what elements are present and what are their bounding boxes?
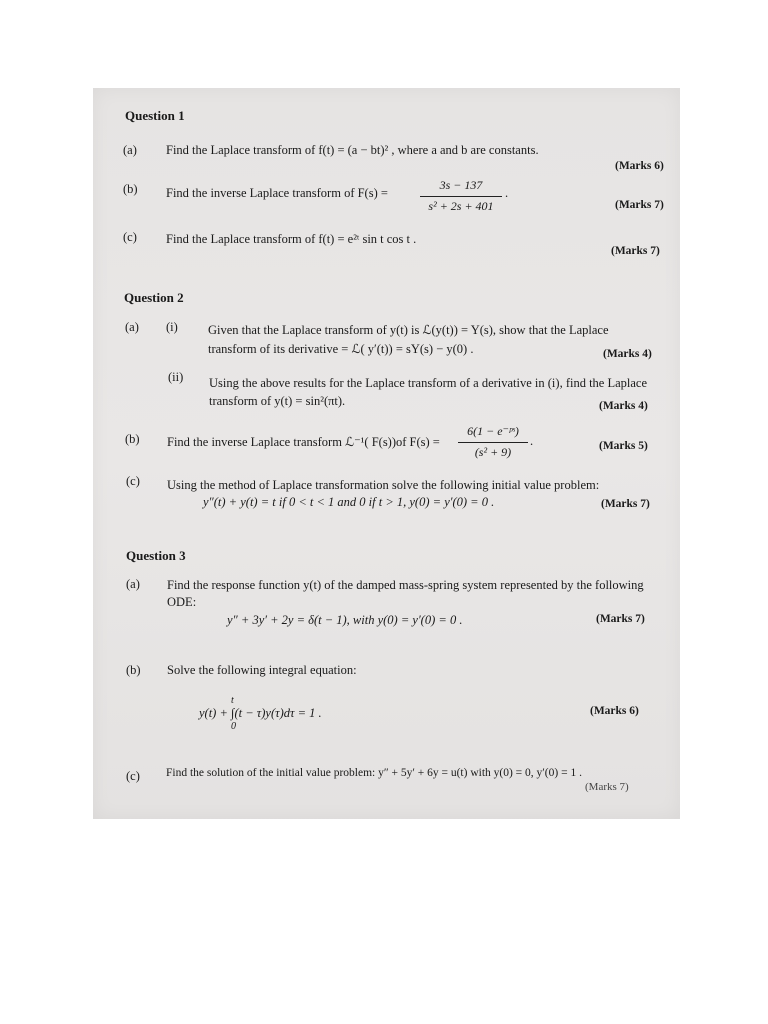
q1-b-text: Find the inverse Laplace transform of F(s) =: [166, 186, 388, 200]
q2-b-fraction: [458, 424, 528, 464]
q1-b-fraction: [420, 178, 502, 218]
q2-ai-marks: (Marks 4): [603, 348, 652, 360]
q1-c-label: (c): [123, 230, 137, 244]
q2-c-marks: (Marks 7): [601, 498, 650, 510]
q1-b-fraction-bar: [420, 196, 502, 197]
q1-c-marks: (Marks 7): [611, 245, 660, 257]
q2-b-text: Find the inverse Laplace transform ℒ⁻¹( F(s))of F(s) =: [167, 435, 440, 449]
q3-c-marks: (Marks 7): [585, 781, 629, 793]
q1-a-label: (a): [123, 143, 137, 157]
q3-c-label: (c): [126, 769, 140, 783]
q3-a-marks: (Marks 7): [596, 613, 645, 625]
q3-b-text: Solve the following integral equation:: [167, 663, 357, 677]
q3-c-text: Find the solution of the initial value problem: y″ + 5y′ + 6y = u(t) with y(0) = 0, y′(0) = 1 .: [166, 767, 582, 779]
q1-b-numerator: 3s − 137: [439, 178, 483, 192]
exam-sheet: [93, 88, 680, 819]
q2-c-line2: y″(t) + y(t) = t if 0 < t < 1 and 0 if t > 1, y(0) = y′(0) = 0 .: [203, 495, 495, 509]
q2-aii-line2: transform of y(t) = sin²(πt).: [209, 394, 346, 408]
q2-ai-line2: transform of its derivative = ℒ( y′(t)) = sY(s) − y(0) .: [208, 342, 474, 356]
q3-a-equation: y″ + 3y′ + 2y = δ(t − 1), with y(0) = y′(0) = 0 .: [227, 613, 463, 627]
q1-a-marks: (Marks 6): [615, 160, 664, 172]
q3-b-equation: y(t) + ∫(t − τ)y(τ)dτ = 1 .: [199, 706, 322, 720]
question-3-heading: Question 3: [126, 548, 186, 563]
q1-b-tail: .: [505, 186, 509, 200]
question-1-heading: Question 1: [125, 108, 185, 123]
q2-b-denominator: (s² + 9): [474, 445, 512, 459]
q3-b-lower-limit: 0: [231, 721, 236, 732]
q2-c-label: (c): [126, 474, 140, 488]
q3-a-line1: Find the response function y(t) of the damped mass-spring system represented by the following: [167, 578, 644, 592]
q2-aii-marks: (Marks 4): [599, 400, 648, 412]
q3-b-marks: (Marks 6): [590, 705, 639, 717]
q3-a-label: (a): [126, 577, 140, 591]
q3-b-upper-limit: t: [231, 695, 234, 706]
q1-b-label: (b): [123, 182, 138, 196]
q2-b-numerator: 6(1 − e⁻ᵖˢ): [467, 424, 519, 438]
q2-b-fraction-bar: [458, 442, 528, 443]
q2-ai-line1: Given that the Laplace transform of y(t) is ℒ(y(t)) = Y(s), show that the Laplace: [208, 323, 609, 337]
q1-b-marks: (Marks 7): [615, 199, 664, 211]
q2-a-label: (a): [125, 320, 139, 334]
q2-b-tail: .: [530, 434, 534, 448]
q1-b-denominator: s² + 2s + 401: [428, 199, 494, 213]
q2-b-marks: (Marks 5): [599, 440, 648, 452]
q2-b-label: (b): [125, 432, 140, 446]
q2-aii-label: (ii): [168, 370, 184, 384]
q3-b-label: (b): [126, 663, 141, 677]
q3-a-line2: ODE:: [167, 595, 197, 609]
q1-c-text: Find the Laplace transform of f(t) = e²ᵗ sin t cos t .: [166, 232, 417, 246]
q2-aii-line1: Using the above results for the Laplace transform of a derivative in (i), find the Laplace: [209, 376, 648, 390]
q2-ai-label: (i): [166, 320, 178, 334]
question-2-heading: Question 2: [124, 290, 184, 305]
q1-a-text: Find the Laplace transform of f(t) = (a − bt)² , where a and b are constants.: [166, 143, 539, 157]
q2-c-line1: Using the method of Laplace transformation solve the following initial value problem:: [167, 478, 600, 492]
